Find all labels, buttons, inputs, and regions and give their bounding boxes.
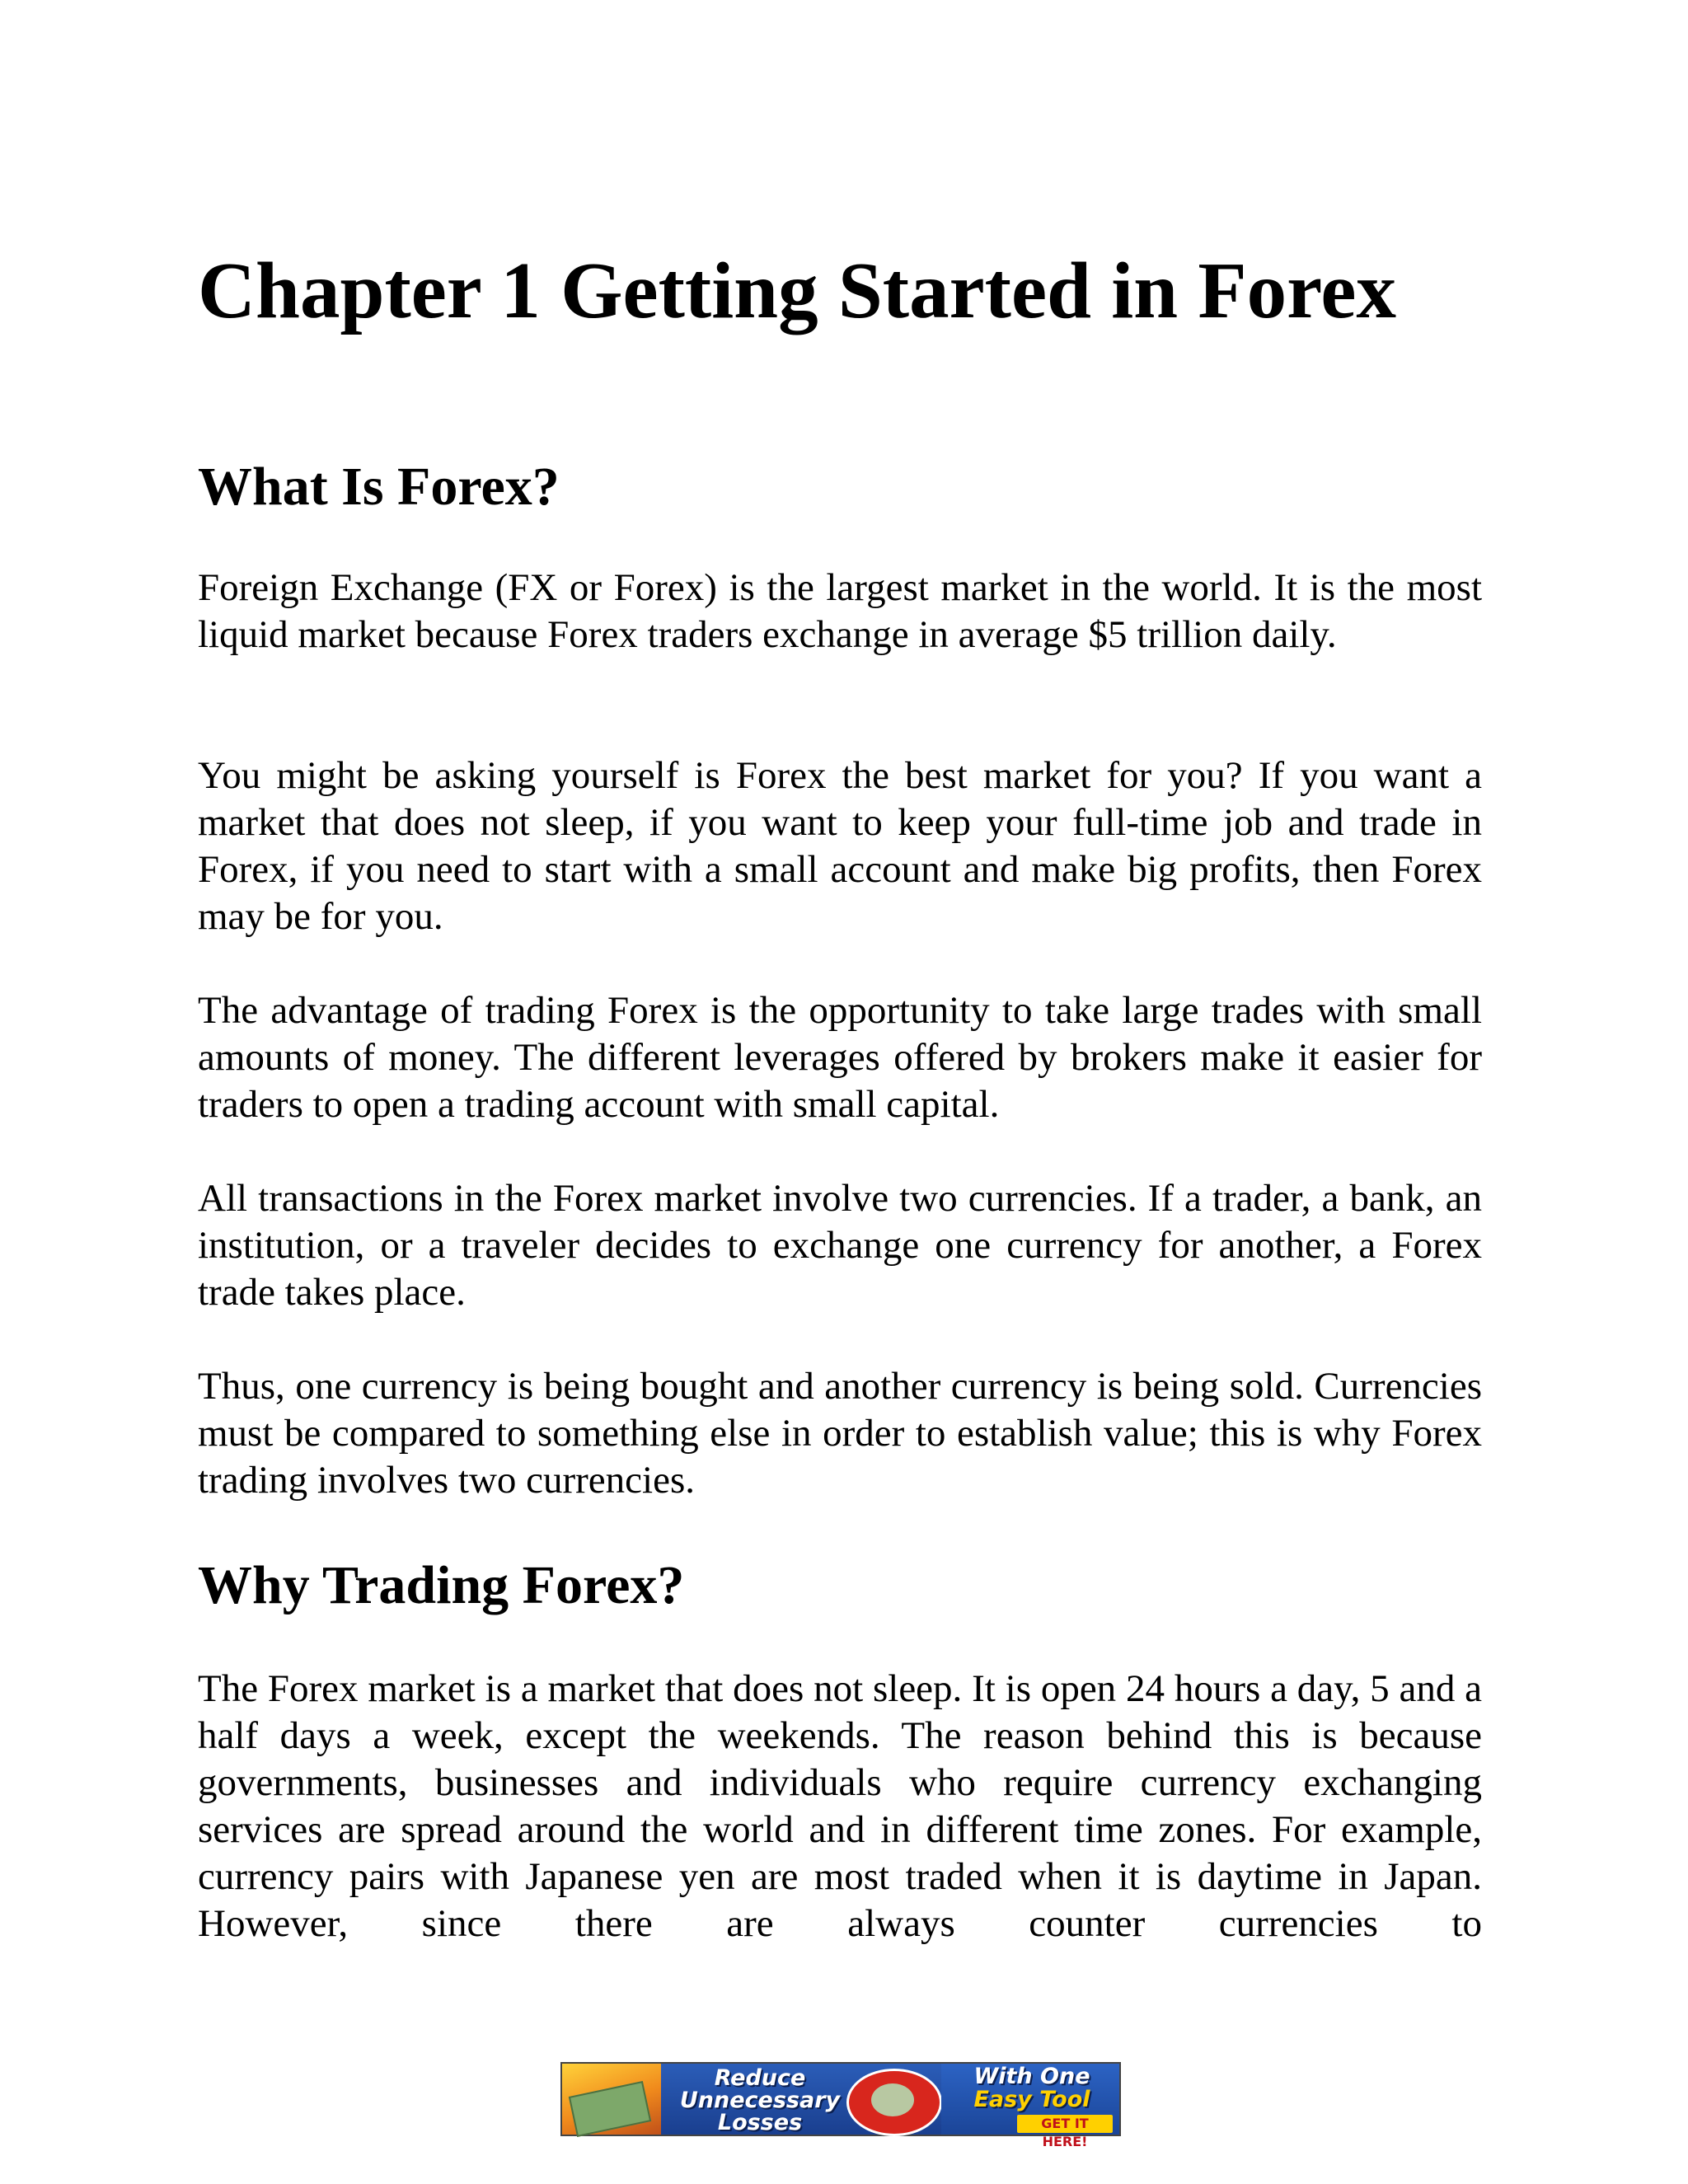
section-heading-why-trading-forex: Why Trading Forex? bbox=[198, 1555, 685, 1615]
money-stack-icon bbox=[871, 2083, 914, 2116]
paragraph: Foreign Exchange (FX or Forex) is the largest market in the world. It is the most liquid market because Forex traders exchange in average $5 trillion daily. bbox=[198, 566, 1482, 656]
section-heading-what-is-forex: What Is Forex? bbox=[198, 457, 560, 517]
ad-banner[interactable] bbox=[560, 2062, 1121, 2149]
chapter-title: Chapter 1 Getting Started in Forex bbox=[198, 246, 1396, 335]
paragraph: All transactions in the Forex market involve two currencies. If a trader, a bank, an institution, or a traveler decides to exchange one currency for another, a Forex trade takes place. bbox=[198, 1177, 1482, 1314]
banner-left-text bbox=[665, 2067, 855, 2134]
banner-right-line: With One bbox=[973, 2064, 1090, 2089]
banner-line: Losses bbox=[717, 2110, 803, 2135]
paragraph: The advantage of trading Forex is the opportunity to take large trades with small amounts of money. The different leverages offered by brokers make it easier for traders to open a trading account with small capital. bbox=[198, 989, 1482, 1126]
paragraph: You might be asking yourself is Forex the best market for you? If you want a market that does not sleep, if you want to keep your full-time job and trade in Forex, if you need to start with a small account and make big profits, then Forex may be for you. bbox=[198, 754, 1482, 938]
paragraph: Thus, one currency is being bought and another currency is being sold. Currencies must be compared to something else in order to establish value; this is why Forex trading involves two currencies. bbox=[198, 1365, 1482, 1502]
get-it-here-button[interactable]: GET IT HERE! bbox=[1017, 2115, 1113, 2133]
paragraph: The Forex market is a market that does not sleep. It is open 24 hours a day, 5 and a half days a week, except the weekends. The reason behind this is because governments, businesses and individuals who require currency exchanging services are spread around the world and in different time zones. For example, currency pairs with Japanese yen are most traded when it is daytime in Japan. However, since there are always counter currencies to bbox=[198, 1667, 1482, 1945]
banner-line: Reduce bbox=[714, 2065, 806, 2091]
banner-right-line: Easy Tool bbox=[973, 2087, 1090, 2112]
banner-line: Unnecessary bbox=[679, 2088, 841, 2113]
